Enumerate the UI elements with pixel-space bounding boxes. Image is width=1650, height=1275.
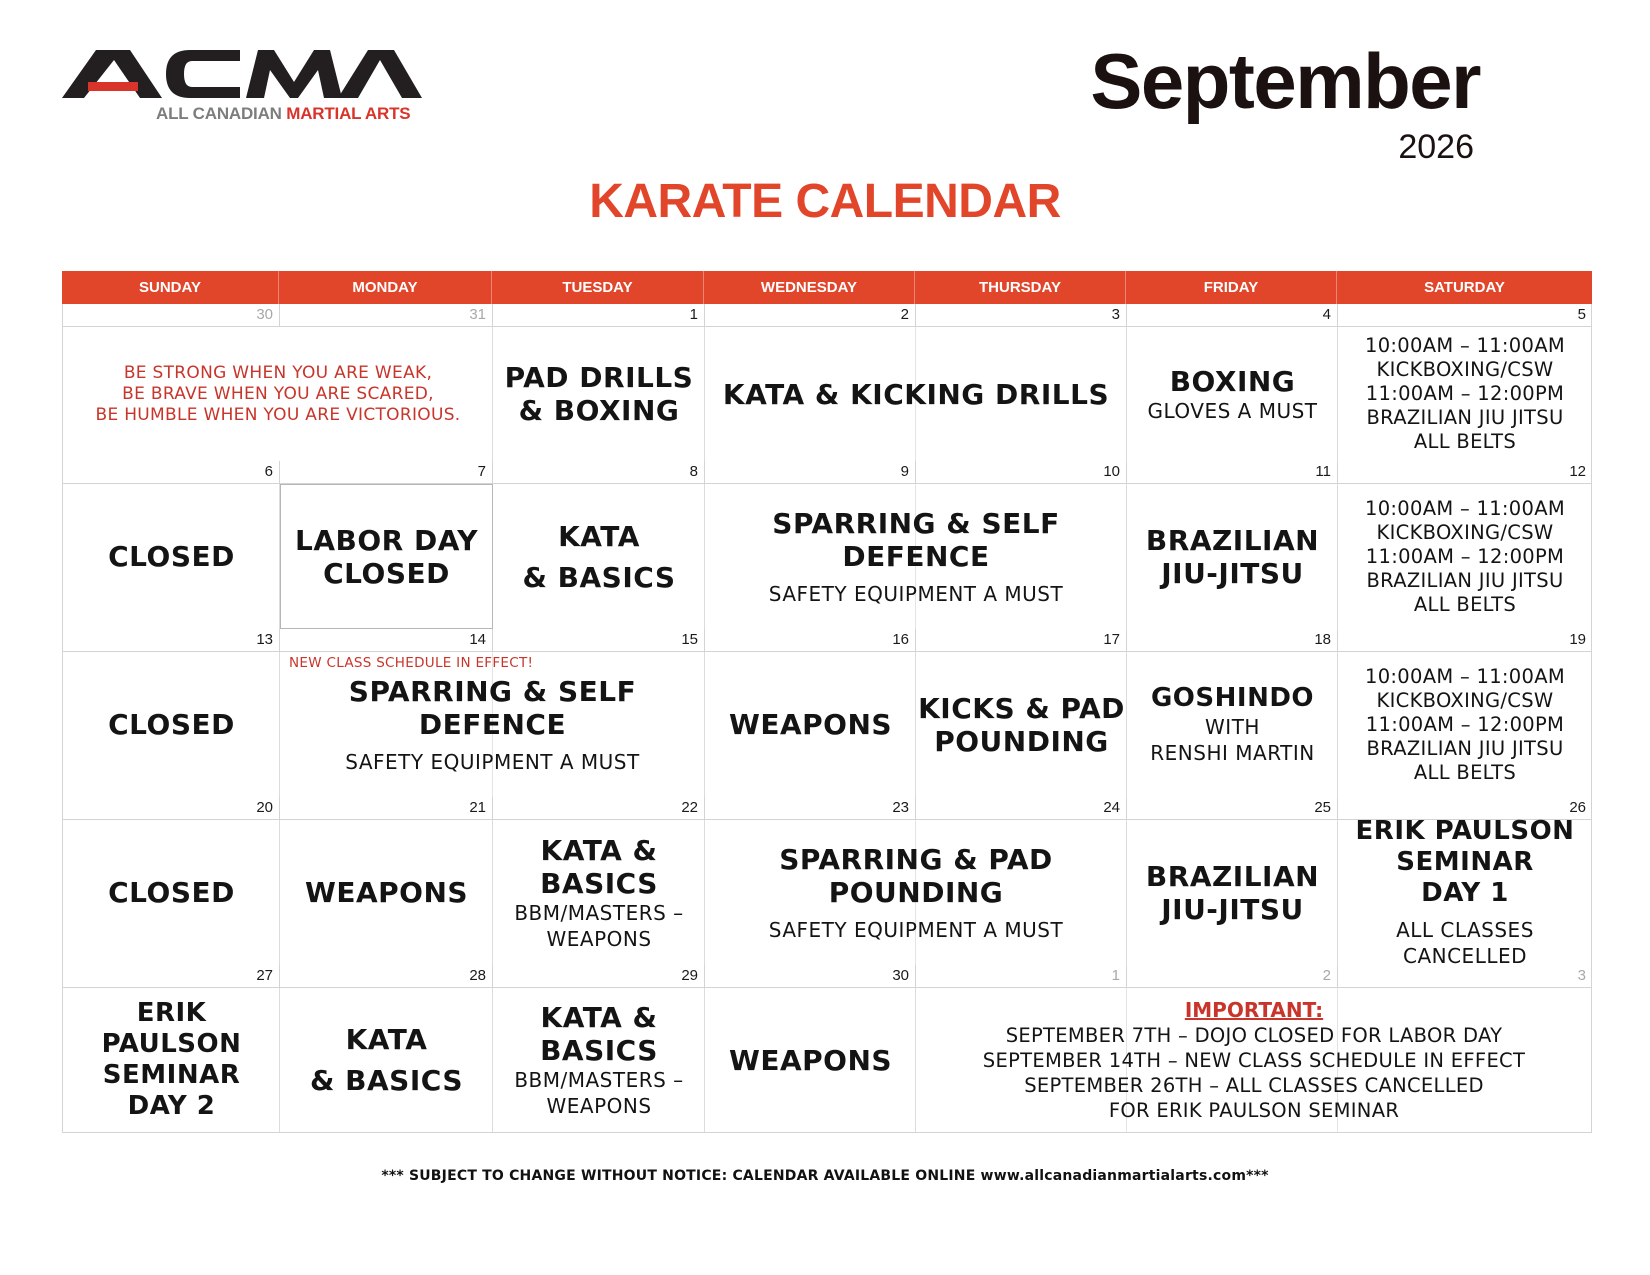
quote-line: BE BRAVE WHEN YOU ARE SCARED, (122, 383, 434, 404)
weekday-tuesday: TUESDAY (492, 271, 704, 304)
important-line: FOR ERIK PAULSON SEMINAR (1108, 1098, 1400, 1122)
date-number: 7 (280, 461, 493, 483)
event-title: SPARRING & PAD POUNDING (779, 842, 1053, 909)
event-title: & BASICS (522, 560, 676, 594)
date-number: 11 (1127, 461, 1338, 483)
schedule-line: 10:00AM – 11:00AM (1365, 664, 1565, 688)
event-title: CLOSED (323, 556, 450, 590)
event-title: ERIK PAULSON (101, 998, 242, 1059)
date-number: 31 (280, 304, 493, 326)
date-number: 12 (1569, 463, 1586, 480)
date-number: 30 (705, 965, 916, 987)
event-subtitle: BBM/MASTERS – (514, 900, 684, 925)
date-number: 13 (63, 629, 280, 651)
event-title: ERIK PAULSON (1355, 816, 1575, 846)
event-title: SPARRING & SELF DEFENCE (348, 674, 637, 741)
weekday-saturday: SATURDAY (1424, 279, 1505, 296)
event-sep-16 (705, 652, 916, 797)
schedule-line: BRAZILIAN JIU JITSU (1366, 736, 1564, 760)
important-line: SEPTEMBER 14TH – NEW CLASS SCHEDULE IN EFFECT (982, 1048, 1526, 1072)
schedule-line: KICKBOXING/CSW (1376, 520, 1554, 544)
event-sep-17 (916, 652, 1127, 797)
event-title: BASICS (540, 866, 658, 900)
date-number: 16 (705, 629, 916, 651)
event-title: KATA (558, 519, 640, 553)
calendar-grid (62, 271, 1592, 1133)
event-title: WEAPONS (728, 708, 893, 741)
event-title: SEMINAR (1396, 847, 1534, 877)
event-subtitle: SAFETY EQUIPMENT A MUST (345, 749, 640, 774)
date-number: 6 (63, 461, 280, 483)
weekday-friday: FRIDAY (1126, 271, 1337, 304)
event-subtitle: SAFETY EQUIPMENT A MUST (768, 917, 1064, 942)
date-number: 22 (493, 797, 705, 819)
week-row-5 (62, 965, 1592, 1133)
event-sep-18 (1127, 652, 1338, 797)
event-subtitle: SAFETY EQUIPMENT A MUST (768, 581, 1064, 606)
event-sep-1 (493, 327, 705, 461)
event-subtitle: BBM/MASTERS – (514, 1068, 684, 1092)
date-number: 20 (63, 797, 280, 819)
footer-disclaimer: *** SUBJECT TO CHANGE WITHOUT NOTICE: CALENDAR AVAILABLE ONLINE www.allcanadianmartialarts.com*** (381, 1168, 1269, 1184)
date-number: 29 (493, 965, 705, 987)
date-number: 19 (1569, 631, 1586, 648)
month-title: September (1090, 37, 1480, 125)
important-notice (916, 988, 1592, 1132)
event-title: WEAPONS (304, 876, 469, 909)
schedule-line: 11:00AM – 12:00PM (1365, 544, 1565, 568)
date-number: 5 (1577, 306, 1586, 323)
event-title: DAY 2 (127, 1091, 216, 1121)
event-sep-5 (1338, 327, 1592, 461)
date-number: 23 (705, 797, 916, 819)
date-number: 25 (1127, 797, 1338, 819)
event-subtitle: WITH (1205, 715, 1260, 739)
event-sep-29 (493, 988, 705, 1132)
event-sep-6 (63, 484, 280, 629)
event-title: JIU-JITSU (1161, 892, 1304, 926)
event-title: SEMINAR (102, 1060, 241, 1090)
weekday-monday: MONDAY (279, 271, 492, 304)
date-number: 27 (63, 965, 280, 987)
event-title: & BASICS (310, 1064, 463, 1097)
event-sep-20 (63, 820, 280, 965)
event-title: BRAZILIAN (1145, 523, 1320, 557)
event-title: CLOSED (108, 540, 235, 573)
week-row-3 (62, 629, 1592, 797)
event-sep-9-10 (705, 484, 1127, 629)
date-row (63, 304, 1591, 327)
date-number: 14 (280, 629, 493, 651)
date-row (63, 461, 1591, 484)
event-title: KATA & (540, 1001, 658, 1034)
event-sep-13 (63, 652, 280, 797)
quote-line: BE HUMBLE WHEN YOU ARE VICTORIOUS. (95, 404, 461, 425)
event-title: WEAPONS (728, 1043, 893, 1077)
date-number: 28 (280, 965, 493, 987)
date-number: 2 (705, 304, 916, 326)
calendar-title: KARATE CALENDAR (589, 175, 1061, 228)
schedule-line: BRAZILIAN JIU JITSU (1366, 568, 1564, 592)
date-number: 21 (280, 797, 493, 819)
schedule-line: KICKBOXING/CSW (1376, 688, 1554, 712)
event-title: CLOSED (108, 876, 235, 909)
schedule-line: 11:00AM – 12:00PM (1365, 382, 1565, 405)
date-number: 9 (705, 461, 916, 483)
event-title: BOXING (1169, 364, 1296, 398)
event-title: KATA & KICKING DRILLS (722, 377, 1110, 411)
date-number: 18 (1127, 629, 1338, 651)
schedule-line: 11:00AM – 12:00PM (1365, 712, 1565, 736)
event-title: & BOXING (518, 394, 680, 427)
date-number: 3 (1577, 967, 1586, 984)
week-row-2 (62, 461, 1592, 629)
event-sep-21 (280, 820, 493, 965)
event-subtitle: WEAPONS (546, 1094, 652, 1118)
date-number: 24 (916, 797, 1127, 819)
event-title: POUNDING (934, 724, 1109, 758)
acma-logo (62, 46, 422, 124)
weekday-wednesday: WEDNESDAY (704, 271, 915, 304)
quote-line: BE STRONG WHEN YOU ARE WEAK, (123, 362, 433, 383)
date-number: 30 (63, 304, 280, 326)
schedule-line: ALL BELTS (1413, 760, 1517, 784)
event-sep-27 (63, 988, 280, 1132)
event-subtitle: RENSHI MARTIN (1150, 741, 1315, 765)
weekday-sunday: SUNDAY (62, 271, 279, 304)
date-row (63, 629, 1591, 652)
date-number: 26 (1569, 799, 1586, 816)
event-subtitle: GLOVES A MUST (1147, 398, 1318, 423)
event-sep-30 (705, 988, 916, 1132)
week-row-4 (62, 797, 1592, 968)
event-sep-11 (1127, 484, 1338, 629)
date-number: 2 (1127, 965, 1338, 987)
event-title: KATA (345, 1023, 428, 1056)
schedule-change-note: NEW CLASS SCHEDULE IN EFFECT! (289, 655, 534, 671)
event-sep-4 (1127, 327, 1338, 461)
schedule-line: KICKBOXING/CSW (1376, 358, 1554, 381)
date-number: 4 (1127, 304, 1338, 326)
event-title: KICKS & PAD (918, 691, 1125, 725)
logo-tagline: ALL CANADIAN MARTIAL ARTS (156, 104, 411, 123)
date-number: 3 (916, 304, 1127, 326)
event-sep-2-3 (705, 327, 1127, 461)
year-label: 2026 (1398, 128, 1474, 166)
event-title: LABOR DAY (295, 523, 478, 557)
event-subtitle: WEAPONS (546, 926, 652, 951)
event-title: BASICS (540, 1034, 658, 1067)
schedule-line: ALL BELTS (1413, 592, 1517, 616)
important-heading: IMPORTANT: (1184, 997, 1324, 1022)
motto-quote (63, 327, 493, 461)
event-sep-7 (280, 484, 493, 629)
event-title: GOSHINDO (1150, 683, 1315, 713)
event-sep-25 (1127, 820, 1338, 965)
date-row (63, 965, 1591, 988)
date-number: 8 (493, 461, 705, 483)
schedule-line: 10:00AM – 11:00AM (1365, 496, 1565, 520)
schedule-line: ALL BELTS (1413, 430, 1517, 453)
event-title: PAD DRILLS (504, 361, 694, 394)
event-title: CLOSED (108, 708, 235, 741)
date-number: 17 (916, 629, 1127, 651)
week-row-1 (62, 304, 1592, 461)
important-line: SEPTEMBER 7TH – DOJO CLOSED FOR LABOR DAY (1005, 1023, 1503, 1047)
weekday-thursday: THURSDAY (915, 271, 1126, 304)
event-title: JIU-JITSU (1161, 556, 1304, 590)
event-title: DAY 1 (1421, 878, 1509, 908)
event-sep-12 (1338, 484, 1592, 629)
event-sep-19 (1338, 652, 1592, 797)
event-title: SPARRING & SELF DEFENCE (772, 506, 1060, 573)
date-number: 15 (493, 629, 705, 651)
event-sep-23-24 (705, 820, 1127, 965)
event-sep-22 (493, 820, 705, 965)
event-sep-8 (493, 484, 705, 629)
date-number: 1 (493, 304, 705, 326)
acma-logo-mark (62, 46, 422, 104)
event-sep-26 (1338, 816, 1592, 968)
event-subtitle: ALL CLASSES CANCELLED (1396, 918, 1534, 968)
event-title: BRAZILIAN (1145, 859, 1320, 893)
date-number: 1 (916, 965, 1127, 987)
event-sep-28 (280, 988, 493, 1132)
schedule-line: BRAZILIAN JIU JITSU (1366, 406, 1564, 429)
event-title: KATA & (540, 833, 658, 867)
event-sep-14-15 (280, 652, 705, 797)
important-line: SEPTEMBER 26TH – ALL CLASSES CANCELLED (1024, 1073, 1484, 1097)
weekday-header (62, 271, 1592, 304)
date-number: 10 (916, 461, 1127, 483)
schedule-line: 10:00AM – 11:00AM (1365, 334, 1565, 357)
